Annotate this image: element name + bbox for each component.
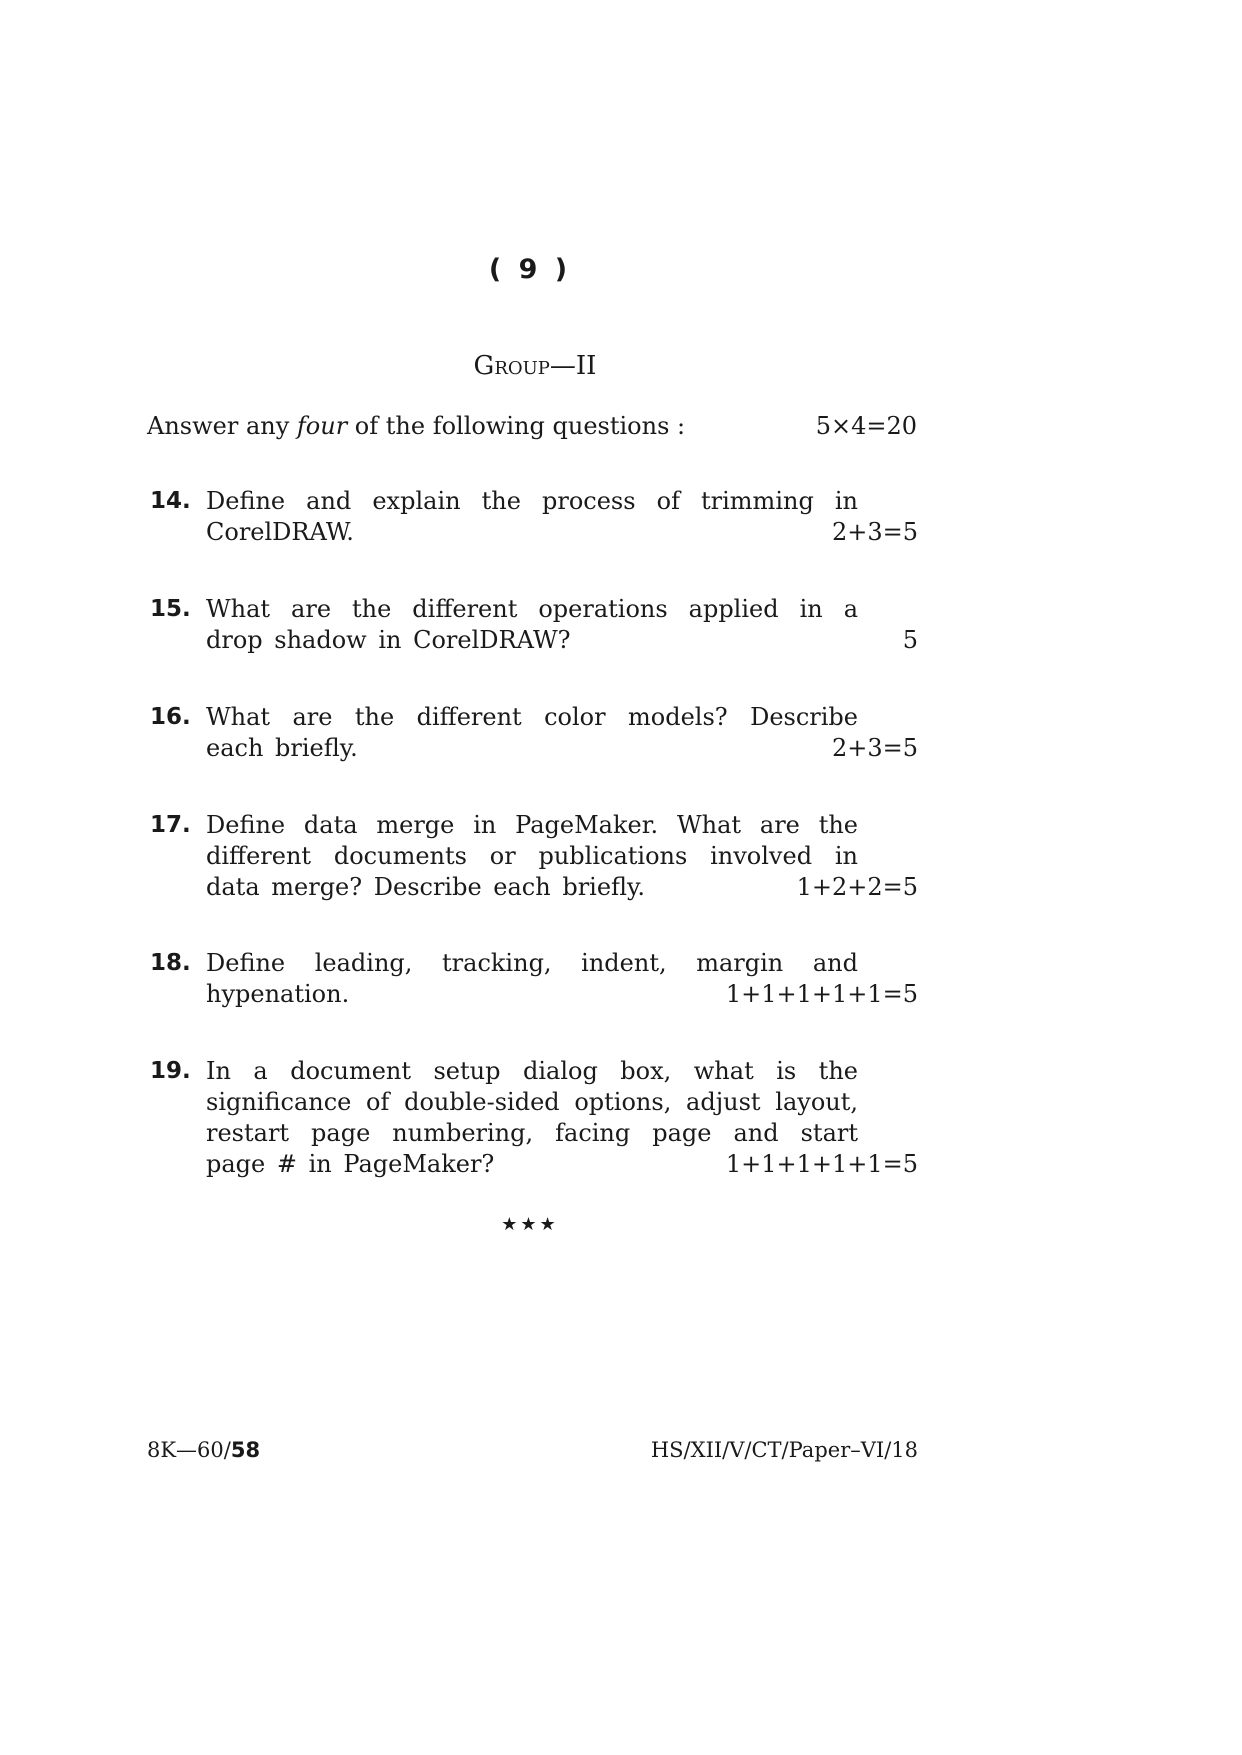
question-marks: 5 xyxy=(902,626,918,654)
question-marks: 1+2+2=5 xyxy=(796,873,918,901)
question-text: Define leading, tracking, indent, margin and hypenation. xyxy=(206,949,858,1008)
question-number: 15. xyxy=(150,596,191,622)
question-number: 16. xyxy=(150,704,191,730)
question-text: What are the different color models? Describe each briefly. xyxy=(206,703,858,762)
question-18 xyxy=(150,948,918,1010)
question-19 xyxy=(150,1056,918,1180)
question-text: Define and explain the process of trimming in CorelDRAW. xyxy=(206,487,858,546)
question-marks: 2+3=5 xyxy=(831,734,918,762)
question-15 xyxy=(150,594,918,656)
question-number: 14. xyxy=(150,488,191,514)
question-marks: 2+3=5 xyxy=(831,518,918,546)
page-number: ( 9 ) xyxy=(488,254,572,285)
question-marks: 1+1+1+1+1=5 xyxy=(725,1150,918,1178)
footer-print-code xyxy=(147,1438,260,1462)
footer-paper-code: HS/XII/V/CT/Paper–VI/18 xyxy=(650,1438,918,1462)
question-14 xyxy=(150,486,918,548)
group-heading: Group—II xyxy=(473,351,597,381)
question-16 xyxy=(150,702,918,764)
question-text: What are the different operations applied in a drop shadow in CorelDRAW? xyxy=(206,595,858,654)
instruction-marks: 5×4=20 xyxy=(815,412,917,440)
footer-print-code-prefix: 8K—60/ xyxy=(147,1438,231,1462)
question-text: Define data merge in PageMaker. What are the different documents or publications involved in data merge? Describe each briefly. xyxy=(206,811,858,901)
question-text: In a document setup dialog box, what is the significance of double-sided options, adjust layout, restart page numbering, facing page and start page # in PageMaker? xyxy=(206,1057,858,1178)
question-marks: 1+1+1+1+1=5 xyxy=(725,980,918,1008)
instruction-text-before: Answer any xyxy=(147,412,297,440)
instruction-text-after: of the following questions : xyxy=(347,412,686,440)
end-of-paper-stars: ★★★ xyxy=(501,1214,559,1235)
instruction-emphasis: four xyxy=(296,412,348,440)
footer-print-code-number: 58 xyxy=(230,1438,261,1462)
question-number: 19. xyxy=(150,1058,191,1084)
question-17 xyxy=(150,810,918,903)
question-number: 17. xyxy=(150,812,191,838)
instruction xyxy=(147,410,917,442)
question-number: 18. xyxy=(150,950,191,976)
